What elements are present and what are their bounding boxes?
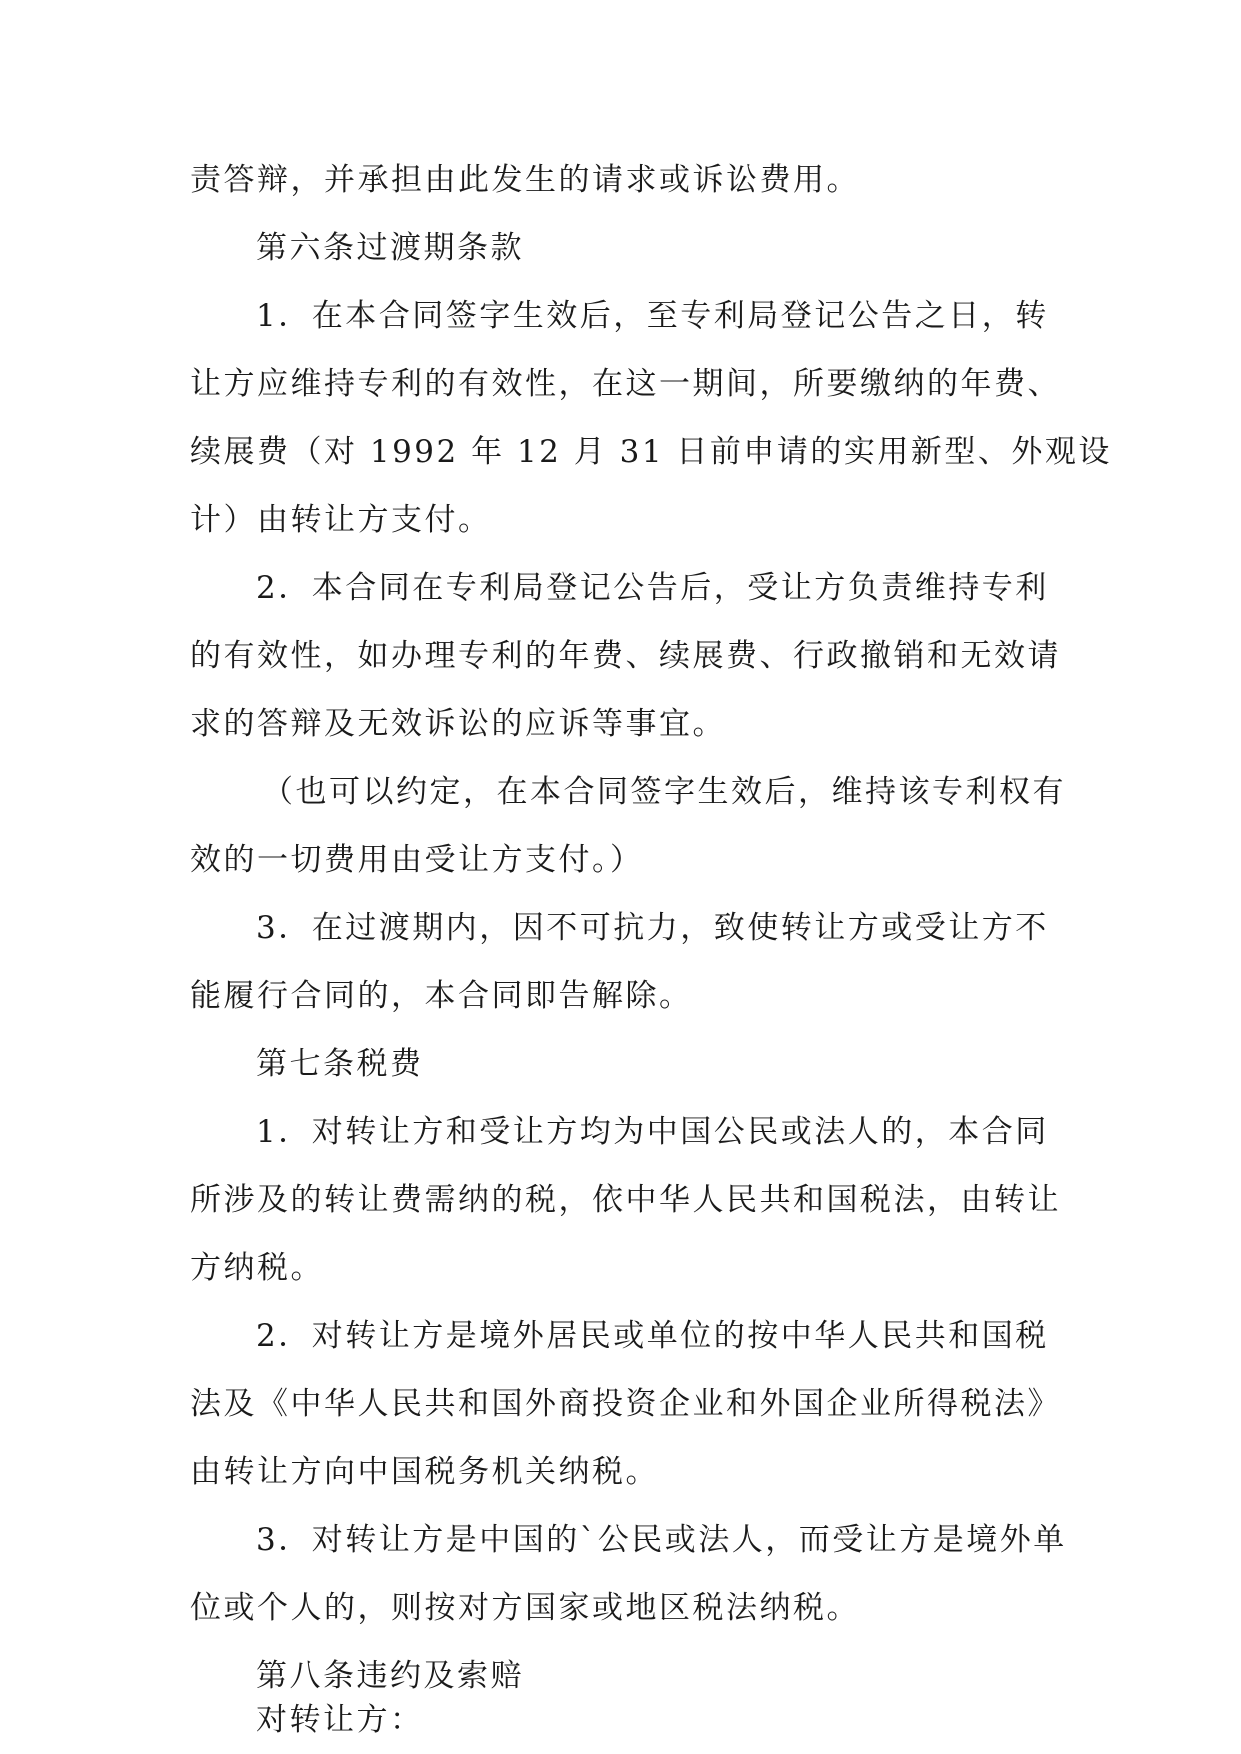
text-line: 所涉及的转让费需纳的税，依中华人民共和国税法，由转让 [190,1182,1061,1218]
text-line: 的有效性，如办理专利的年费、续展费、行政撤销和无效请 [190,638,1061,674]
text-line: 方纳税。 [190,1250,324,1286]
text-line: 3．对转让方是中国的`公民或法人，而受让方是境外单 [256,1522,1067,1558]
text-line: 2．本合同在专利局登记公告后，受让方负责维持专利 [256,570,1049,606]
text-line: 1．在本合同签字生效后，至专利局登记公告之日，转 [256,298,1049,334]
text-line: 法及《中华人民共和国外商投资企业和外国企业所得税法》 [190,1386,1061,1422]
text-line: 1．对转让方和受让方均为中国公民或法人的，本合同 [256,1114,1049,1150]
section-heading: 第六条过渡期条款 [256,230,524,266]
text-line: 位或个人的，则按对方国家或地区税法纳税。 [190,1590,860,1626]
section-heading: 第八条违约及索赔 [256,1658,524,1694]
section-heading: 第七条税费 [256,1046,424,1082]
text-line: 让方应维持专利的有效性，在这一期间，所要缴纳的年费、 [190,366,1061,402]
text-line: 能履行合同的，本合同即告解除。 [190,978,693,1014]
text-line: 由转让方向中国税务机关纳税。 [190,1454,659,1490]
text-line: 续展费（对 1992 年 12 月 31 日前申请的实用新型、外观设 [190,434,1112,470]
text-line: 责答辩，并承担由此发生的请求或诉讼费用。 [190,162,860,198]
text-line: 效的一切费用由受让方支付。） [190,842,644,878]
text-line: 3．在过渡期内，因不可抗力，致使转让方或受让方不 [256,910,1049,946]
text-line: （也可以约定，在本合同签字生效后，维持该专利权有 [262,774,1066,810]
text-line: 2．对转让方是境外居民或单位的按中华人民共和国税 [256,1318,1049,1354]
text-line: 对转让方： [256,1702,424,1738]
text-line: 计）由转让方支付。 [190,502,492,538]
text-line: 求的答辩及无效诉讼的应诉等事宜。 [190,706,726,742]
